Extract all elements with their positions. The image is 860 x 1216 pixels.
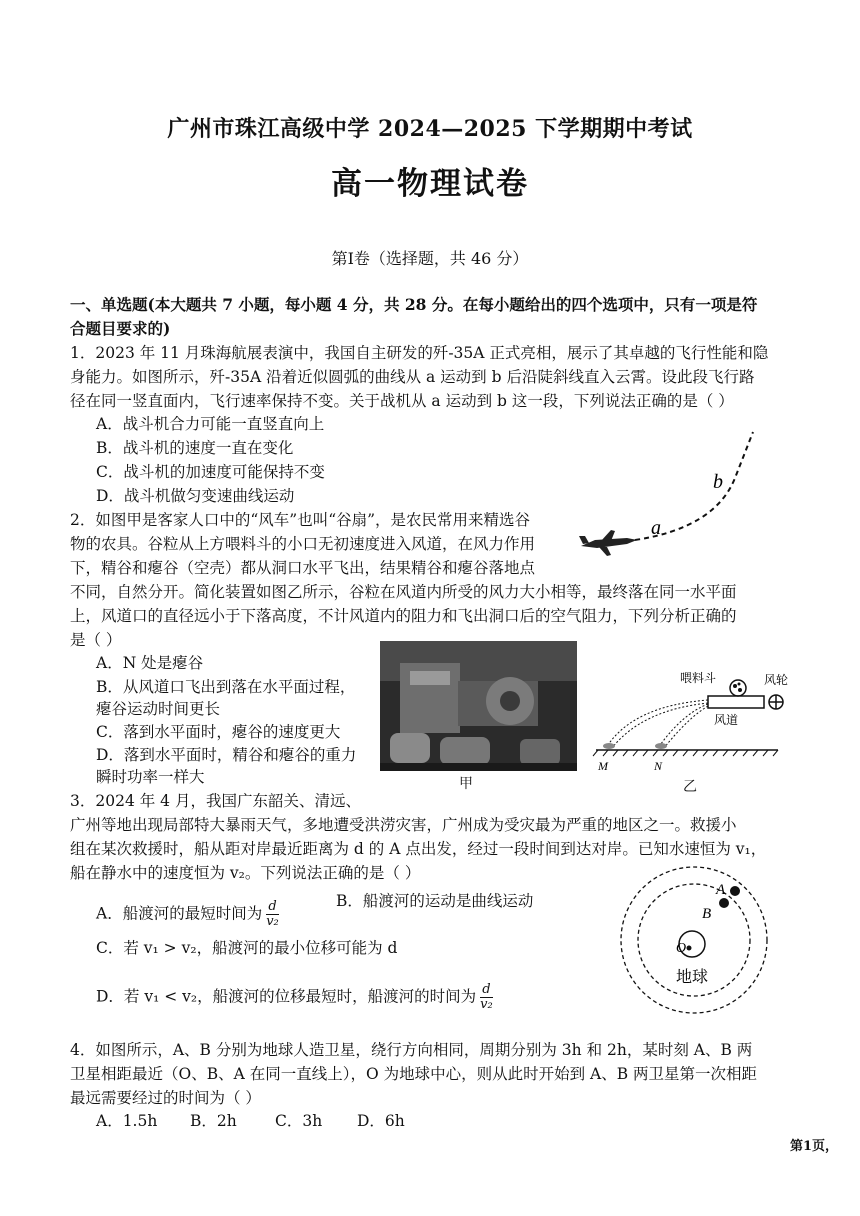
q3-option-a: A．船渡河的最短时间为 $\frac{d}{\text{v₂}}$ (96, 899, 279, 929)
q2-text-line: 下，精谷和瘪谷（空壳）都从洞口水平飞出，结果精谷和瘪谷落地点 (70, 559, 536, 577)
q1-trajectory-figure (575, 428, 765, 563)
part-heading: 第Ⅰ卷（选择题，共 46 分） (331, 249, 529, 268)
q1-option-d: D．战斗机做匀变速曲线运动 (96, 487, 295, 505)
q2-text-line: 上，风道口的直径远小于下落高度，不计风道内的阻力和飞出洞口后的空气阻力，下列分析正确的 (70, 607, 737, 625)
point-b-label: b (713, 471, 723, 493)
q1-option-c: C．战斗机的加速度可能保持不变 (96, 463, 325, 481)
hopper-icon (730, 680, 746, 696)
q2-option-d: D．落到水平面时，精谷和瘪谷的重力 (96, 746, 357, 764)
duct-label: 风道 (714, 713, 739, 727)
q3-option-c: C．若 v₁ > v₂，船渡河的最小位移可能为 d (96, 939, 398, 957)
satellite-b-label: B (702, 906, 712, 922)
q4-text-line: 最远需要经过的时间为（ ） (70, 1089, 261, 1107)
center-o-label: O (676, 941, 687, 956)
q2-text-line: 物的农具。谷粒从上方喂料斗的小口无初速度进入风道，在风力作用 (70, 535, 536, 553)
hopper-label: 喂料斗 (680, 671, 717, 685)
satellite-b-icon (719, 898, 729, 908)
q1-text-line: 1．2023 年 11 月珠海航展表演中，我国自主研发的歼-35A 正式亮相，展示了其卓越的飞行性能和隐 (70, 344, 769, 362)
q1-text-line: 身能力。如图所示，歼-35A 沿着近似圆弧的曲线从 a 运动到 b 后沿陡斜线直入云霄。设此段飞行路 (70, 368, 755, 386)
q2-option-a: A．N 处是瘪谷 (96, 654, 204, 672)
orbit-a (621, 867, 767, 1013)
earth-label: 地球 (676, 969, 709, 986)
q3-option-d: D．若 v₁ < v₂，船渡河的位移最短时，船渡河的时间为 $\frac{d}{\text{v₂}}$ (96, 982, 493, 1012)
figure-yi-caption: 乙 (683, 779, 697, 795)
point-n-label: N (654, 759, 663, 773)
q2-text-line: 是（ ） (70, 631, 122, 649)
duct-shape (708, 696, 764, 708)
point-a-label: a (651, 517, 661, 539)
wheel-label: 风轮 (764, 673, 789, 687)
q4-option-c: C．3h (275, 1112, 323, 1130)
point-m-label: M (598, 759, 608, 773)
q2-text-line: 2．如图甲是客家人口中的“风车”也叫“谷扇”，是农民常用来精选谷 (70, 511, 531, 529)
q2-option-b: B．从风道口飞出到落在水平面过程， (96, 678, 356, 696)
satellite-a-label: A (716, 882, 726, 898)
fan-wheel-icon (769, 695, 783, 709)
section-heading-line1: 一、单选题(本大题共 7 小题，每小题 4 分，共 28 分。在每小题给出的四个选项中，只有一项是符 (70, 295, 758, 314)
q1-option-b: B．战斗机的速度一直在变化 (96, 439, 294, 457)
q1-text-line: 径在同一竖直面内，飞行速率保持不变。关于战机从 a 运动到 b 这一段，下列说法正确的是（ ） (70, 392, 734, 410)
satellite-a-icon (730, 886, 740, 896)
winnower-schematic (592, 668, 802, 778)
satellite-orbit-figure (616, 858, 776, 1018)
q3-option-b: B．船渡河的运动是曲线运动 (336, 892, 534, 910)
q4-option-d: D．6h (357, 1112, 405, 1130)
exam-school-title: 广州市珠江高级中学 2024—2025 下学期期中考试 (167, 116, 693, 142)
section-heading-line2: 合题目要求的) (70, 319, 171, 338)
q4-text-line: 4．如图所示，A、B 分别为地球人造卫星，绕行方向相同，周期分别为 3h 和 2h，某时刻 A、B 两 (70, 1041, 753, 1059)
winnowing-machine-photo (380, 641, 577, 771)
jet-fighter-icon (579, 530, 637, 556)
figure-jia-caption: 甲 (459, 776, 473, 792)
q3-text-line: 船在静水中的速度恒为 v₂。下列说法正确的是（ ） (70, 864, 421, 882)
q4-text-line: 卫星相距最近（O、B、A 在同一直线上），O 为地球中心，则从此时开始到 A、B 两卫星第一次相距 (70, 1065, 758, 1083)
q2-text-line: 不同，自然分开。简化装置如图乙所示，谷粒在风道内所受的风力大小相等，最终落在同一水平面 (70, 583, 737, 601)
q4-option-b: B．2h (190, 1112, 237, 1130)
q2-option-c: C．落到水平面时，瘪谷的速度更大 (96, 723, 341, 741)
q3-text-line: 组在某次救援时，船从距对岸最近距离为 d 的 A 点出发，经过一段时间到达对岸。已知水速恒为 v₁， (70, 840, 767, 858)
q3-text-line: 广州等地出现局部特大暴雨天气，多地遭受洪涝灾害，广州成为受灾最为严重的地区之一。救援小 (70, 816, 737, 834)
page-number: 第1页， (789, 1139, 838, 1154)
exam-subject-title: 高一物理试卷 (331, 166, 529, 202)
q1-option-a: A．战斗机合力可能一直竖直向上 (96, 415, 325, 433)
q2-option-d-cont: 瞬时功率一样大 (96, 768, 205, 786)
q3-text-line: 3．2024 年 4 月，我国广东韶关、清远、 (70, 792, 361, 810)
q4-option-a: A．1.5h (96, 1112, 158, 1130)
q2-option-b-cont: 瘪谷运动时间更长 (96, 700, 221, 718)
